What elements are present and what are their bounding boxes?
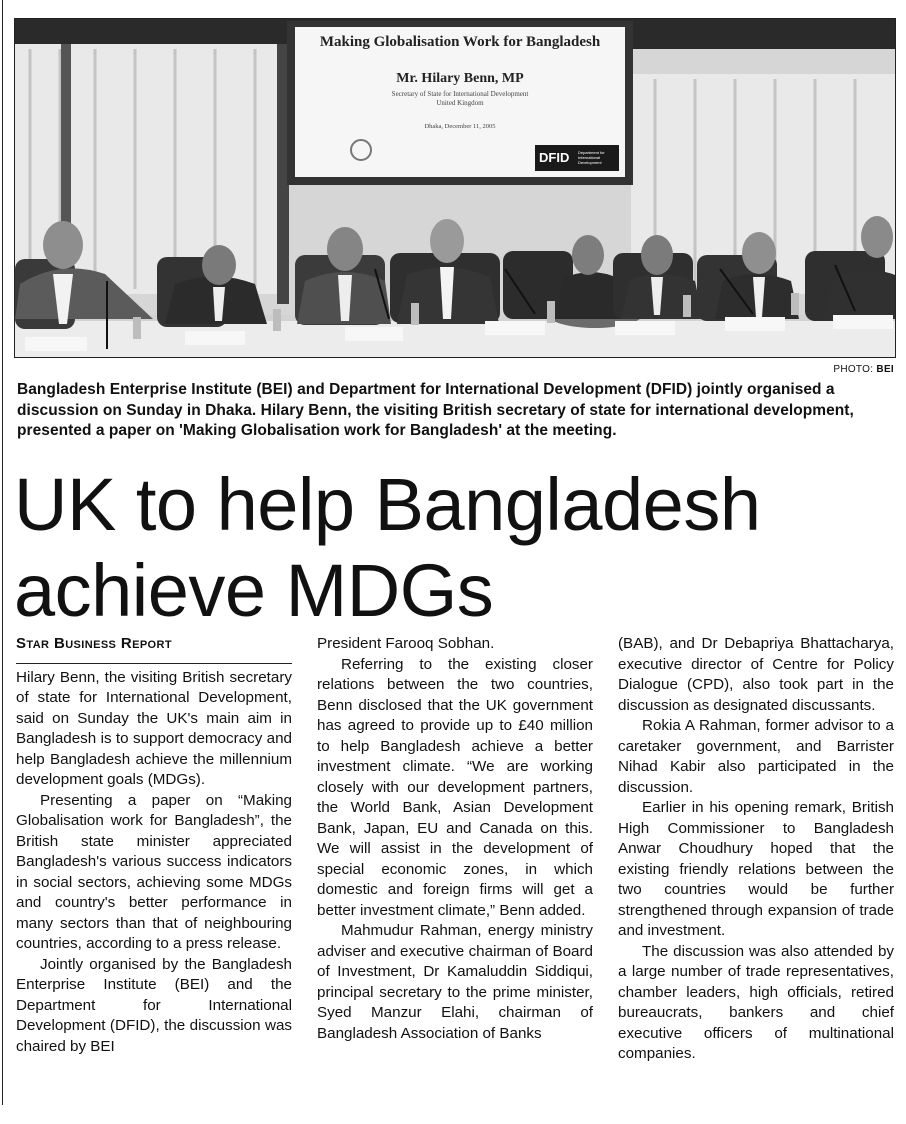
banner-role-line1: Secretary of State for International Development <box>391 90 529 98</box>
banner-title: Making Globalisation Work for Bangladesh <box>319 34 601 50</box>
photo-caption: Bangladesh Enterprise Institute (BEI) and Department for International Development (DFID) jointly organised a discussion on Sunday in Dhaka. Hilary Benn, the visiting British secretary of state for international development, presented a paper on 'Making Globalisation work for Bangladesh' at the meeting. <box>17 381 854 439</box>
article-paragraph: President Farooq Sobhan. <box>317 635 495 652</box>
article-paragraph: (BAB), and Dr Debapriya Bhattacharya, executive director of Centre for Policy Dialogue (CPD), also took part in the discussion as designated discussants. <box>618 635 894 714</box>
article-paragraph: Hilary Benn, the visiting British secretary of state for International Development, said on Sunday the UK's main aim in Bangladesh is to support democracy and help Bangladesh achieve the millennium development goals (MDGs). <box>16 668 292 788</box>
article-paragraph: Rokia A Rahman, former advisor to a caretaker government, and Barrister Nihad Kabir also participated in the discussion. <box>618 717 894 796</box>
article-paragraph: The discussion was also attended by a large number of trade representatives, chamber leaders, high officials, retired bureaucrats, bankers and chief executive officers of multinational companies. <box>618 942 894 1062</box>
banner-role-line2: United Kingdom <box>436 99 484 107</box>
article-column-1 <box>16 634 292 1057</box>
banner-date: Dhaka, December 11, 2005 <box>424 123 496 130</box>
banner-logo-subtitle: Department for International Development <box>578 150 605 165</box>
byline: Star Business Report <box>16 634 292 664</box>
article-paragraph: Mahmudur Rahman, energy ministry adviser and executive chairman of Board of Investment, Dr Kamaluddin Siddiqui, principal secretary to the prime minister, Syed Manzur Elahi, chairman of Bangladesh Association of Banks <box>317 922 593 1042</box>
photo-credit-label: PHOTO: <box>833 364 874 375</box>
photo-credit-source: BEI <box>876 364 894 375</box>
banner-speaker: Mr. Hilary Benn, MP <box>396 71 524 86</box>
article-column-2 <box>317 634 593 1044</box>
article-paragraph: Referring to the existing closer relations between the two countries, Benn disclosed that the UK government has agreed to provide up to £40 million to help Bangladesh achieve a better investment climate. “We are working closely with our development partners, the World Bank, Asian Development Bank, Japan, EU and Canada on this. We will assist in the development of special economic zones, in which domestic and foreign firms will get a better investment climate,” Benn added. <box>317 655 593 919</box>
column-rule-left <box>2 0 3 1105</box>
news-photo <box>14 18 896 358</box>
banner-logo-text: DFID <box>539 150 570 165</box>
article-paragraph: Presenting a paper on “Making Globalisation work for Bangladesh”, the British state minister appreciated Bangladesh's various success indicators in social sectors, achieving some MDGs and country's better performance in many sectors than that of neighbouring countries, according to a press release. <box>16 791 292 952</box>
headline: UK to help Bangladesh achieve MDGs <box>14 463 761 632</box>
article-paragraph: Earlier in his opening remark, British High Commissioner to Bangladesh Anwar Choudhury hoped that the existing friendly relations between the two countries would be further strengthened through expansion of trade and investment. <box>618 799 894 939</box>
article-column-3 <box>618 634 894 1065</box>
photo-credit <box>833 364 894 375</box>
article-paragraph: Jointly organised by the Bangladesh Enterprise Institute (BEI) and the Department for International Development (DFID), the discussion was chaired by BEI <box>16 955 292 1055</box>
